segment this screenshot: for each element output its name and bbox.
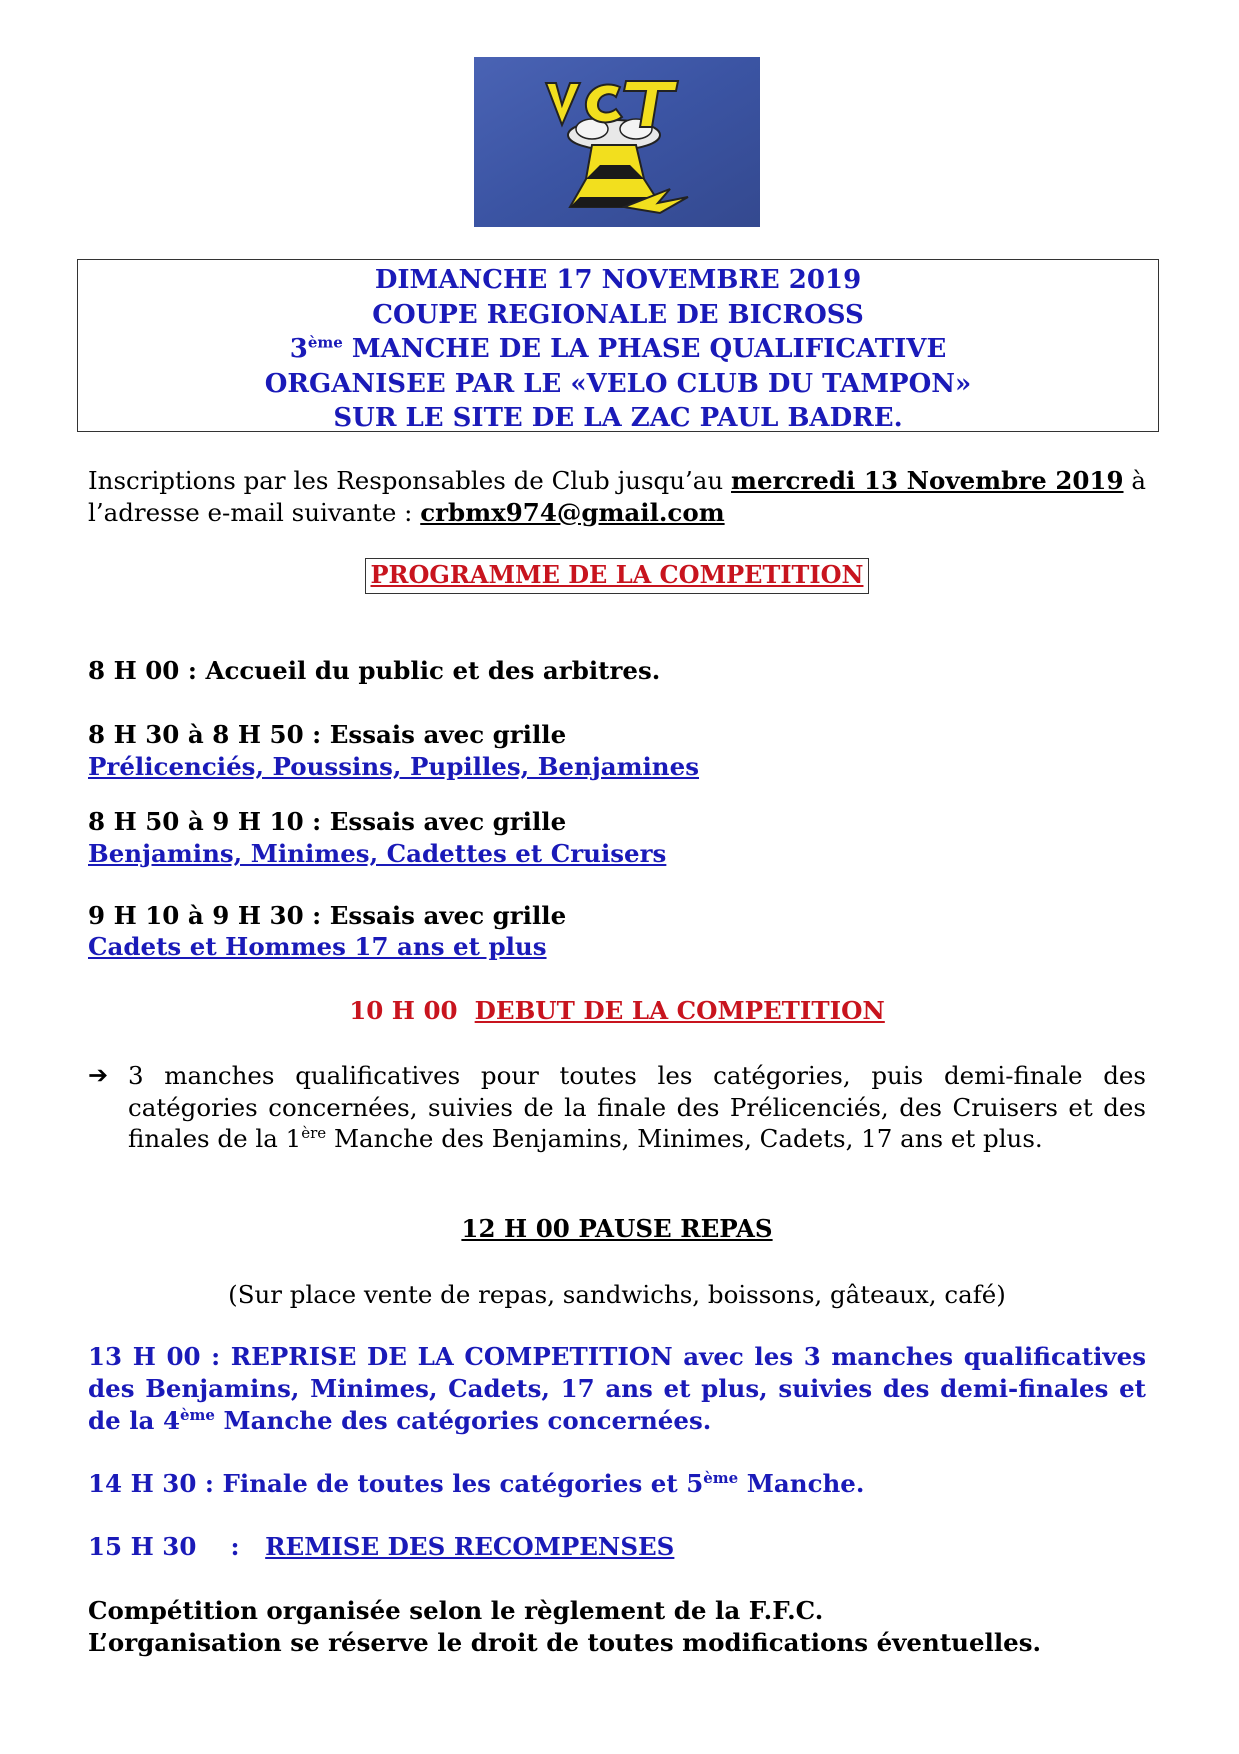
awards-label: REMISE DES RECOMPENSES xyxy=(265,1532,675,1561)
inscriptions-prefix: Inscriptions par les Responsables de Club jusqu’au xyxy=(88,466,732,495)
schedule-0850-categories: Benjamins, Minimes, Cadettes et Cruisers xyxy=(88,839,667,868)
qualifying-text-b: Manche des Benjamins, Minimes, Cadets, 17 ans et plus. xyxy=(326,1124,1043,1153)
footer-rules: Compétition organisée selon le règlement de la F.F.C. xyxy=(88,1596,824,1625)
lunch-break-title: 12 H 00 PAUSE REPAS xyxy=(461,1214,773,1243)
resume-ordinal: ème xyxy=(180,1405,215,1424)
event-round xyxy=(78,332,1158,367)
inscriptions-deadline: mercredi 13 Novembre 2019 xyxy=(731,466,1124,495)
schedule-0830-time: 8 H 30 à 8 H 50 : Essais avec grille xyxy=(88,720,567,749)
event-date: DIMANCHE 17 NOVEMBRE 2019 xyxy=(374,265,862,295)
start-time: 10 H 00 xyxy=(349,996,458,1025)
resume-text-b: Manche des catégories concernées. xyxy=(214,1406,712,1435)
start-label: DEBUT DE LA COMPETITION xyxy=(474,996,885,1025)
schedule-0800: 8 H 00 : Accueil du public et des arbitres. xyxy=(88,656,661,685)
qualifying-rounds-text xyxy=(128,1060,1146,1155)
schedule-0850-time: 8 H 50 à 9 H 10 : Essais avec grille xyxy=(88,807,567,836)
finals-ordinal: ème xyxy=(703,1468,739,1487)
arrow-right-icon: ➔ xyxy=(88,1061,109,1089)
footer-disclaimer: L’organisation se réserve le droit de toutes modifications éventuelles. xyxy=(88,1628,1042,1657)
competition-resume xyxy=(88,1341,1146,1437)
qualifying-ordinal: ère xyxy=(301,1123,327,1142)
event-organizer: ORGANISEE PAR LE «VELO CLUB DU TAMPON» xyxy=(264,368,972,399)
event-name: COUPE REGIONALE DE BICROSS xyxy=(372,299,864,330)
round-ordinal: ème xyxy=(307,333,343,352)
resume-text-a: 13 H 00 : REPRISE DE LA COMPETITION avec les 3 manches qualificatives des Benjamins, Minimes, Cadets, 17 ans et plus, suivies des demi-finales et de la 4 xyxy=(88,1342,1146,1435)
round-label: MANCHE DE LA PHASE QUALIFICATIVE xyxy=(342,334,947,364)
qualifying-text-a: 3 manches qualificatives pour toutes les catégories, puis demi-finale des catégories concernées, suivies de la finale des Prélicenciés, des Cruisers et des finales de la 1 xyxy=(128,1061,1146,1153)
lunch-break-note: (Sur place vente de repas, sandwichs, boissons, gâteaux, café) xyxy=(228,1280,1006,1309)
awards-ceremony xyxy=(88,1531,1146,1563)
competition-start xyxy=(88,995,1146,1027)
club-logo xyxy=(474,57,760,227)
awards-separator: : xyxy=(230,1532,240,1561)
awards-time: 15 H 30 xyxy=(88,1532,197,1561)
schedule-0830-categories: Prélicenciés, Poussins, Pupilles, Benjamines xyxy=(88,752,699,781)
inscriptions-email-link[interactable]: crbmx974@gmail.com xyxy=(420,498,725,527)
finals-text-b: Manche. xyxy=(738,1469,865,1498)
inscriptions-paragraph xyxy=(88,465,1146,529)
program-title: PROGRAMME DE LA COMPETITION xyxy=(365,558,869,594)
finals-schedule xyxy=(88,1468,1146,1500)
vct-logo-image xyxy=(474,57,760,227)
event-header-box xyxy=(77,259,1159,432)
round-number: 3 xyxy=(289,334,308,364)
schedule-0910-categories: Cadets et Hommes 17 ans et plus xyxy=(88,932,547,961)
inscriptions-middle: à l’adresse e-mail suivante : xyxy=(88,466,1146,527)
event-location: SUR LE SITE DE LA ZAC PAUL BADRE. xyxy=(333,403,903,433)
schedule-0910-time: 9 H 10 à 9 H 30 : Essais avec grille xyxy=(88,901,567,930)
finals-text-a: 14 H 30 : Finale de toutes les catégories et 5 xyxy=(88,1469,704,1498)
qualifying-rounds-item xyxy=(88,1060,1146,1155)
